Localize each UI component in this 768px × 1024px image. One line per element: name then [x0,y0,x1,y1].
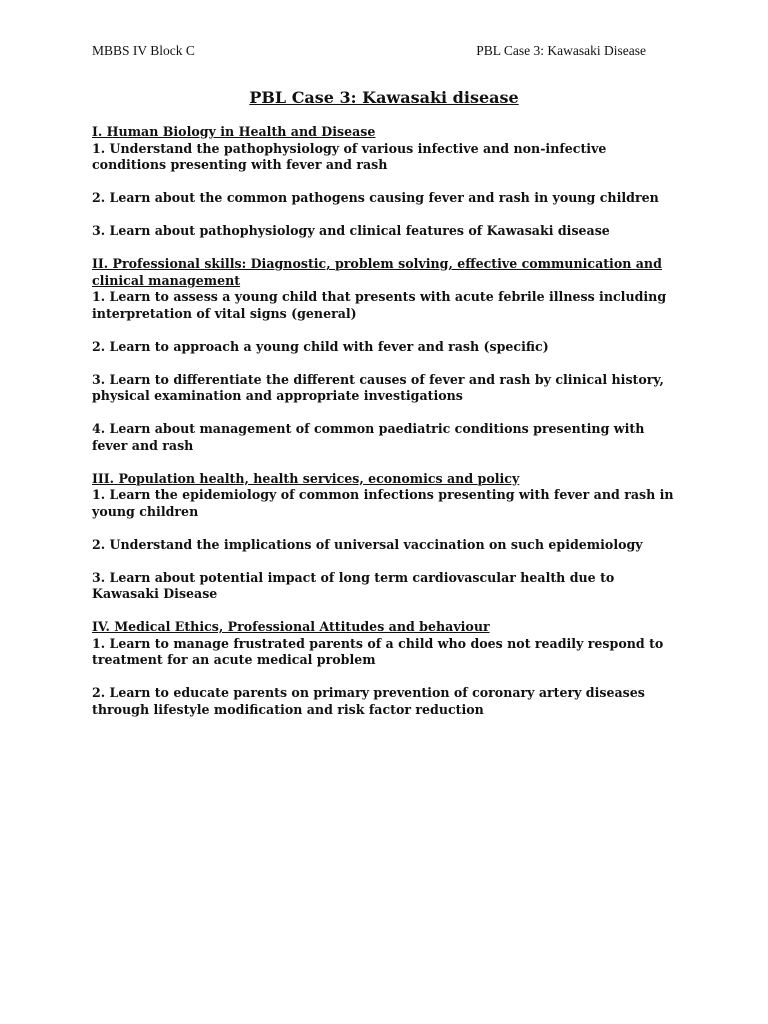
section-heading: III. Population health, health services, economics and policy [92,470,520,486]
objective-item: 2. Understand the implications of universal vaccination on such epidemiology [92,536,643,552]
objective-item: 3. Learn about pathophysiology and clinical features of Kawasaki disease [92,223,610,238]
objective-item: 1. Learn to manage frustrated parents of a child who does not readily respond to treatment for an acute medical problem [92,635,664,667]
section-professional-skills [92,256,682,454]
section-population-health [92,471,682,603]
objective-item: 1. Understand the pathophysiology of various infective and non-infective conditions presenting with fever and rash [92,140,607,172]
objective-item: 1. Learn to assess a young child that presents with acute febrile illness including interpretation of vital signs (general) [92,289,667,321]
document-title: PBL Case 3: Kawasaki disease [249,88,519,107]
section-heading: IV. Medical Ethics, Professional Attitudes and behaviour [92,619,490,634]
objective-item: 4. Learn about management of common paediatric conditions presenting with fever and rash [92,421,645,453]
section-medical-ethics [92,619,682,718]
objective-item: 1. Learn the epidemiology of common infections presenting with fever and rash in young children [92,487,674,519]
section-heading: I. Human Biology in Health and Disease [92,124,376,139]
objective-item: 2. Learn to approach a young child with fever and rash (specific) [92,338,549,354]
objective-item: 2. Learn about the common pathogens causing fever and rash in young children [92,190,659,205]
objective-item: 2. Learn to educate parents on primary prevention of coronary artery diseases through lifestyle modification and risk factor reduction [92,685,645,717]
section-human-biology [92,124,682,240]
document-body [92,124,682,735]
header-case: PBL Case 3: Kawasaki Disease [476,43,646,58]
header-course: MBBS IV Block C [92,43,195,58]
running-header [92,43,646,61]
section-heading: II. Professional skills: Diagnostic, problem solving, effective communication and clinical management [92,256,662,288]
objective-item: 3. Learn to differentiate the different causes of fever and rash by clinical history, physical examination and appropriate investigations [92,371,664,403]
objective-item: 3. Learn about potential impact of long term cardiovascular health due to Kawasaki Disease [92,569,615,601]
